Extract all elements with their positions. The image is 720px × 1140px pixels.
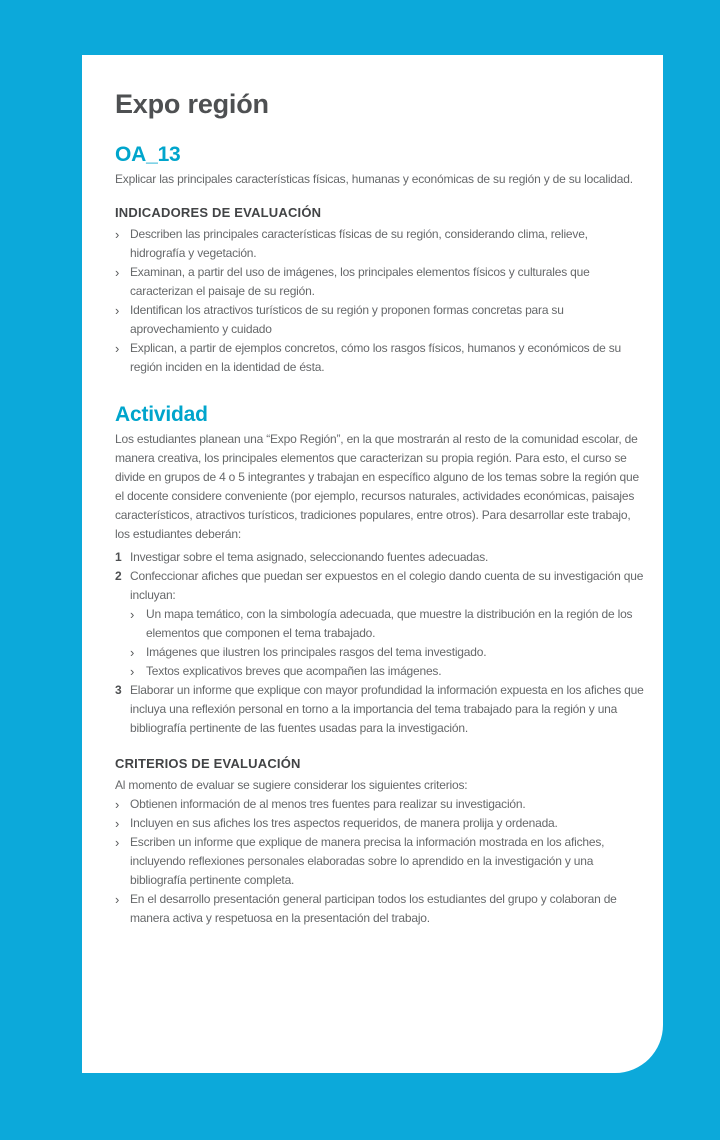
step-number: 3 (115, 683, 122, 697)
list-item (115, 263, 645, 301)
activity-steps-list (115, 548, 645, 738)
bullet-icon: › (115, 797, 120, 812)
oa-section (115, 143, 645, 189)
list-item (115, 814, 645, 833)
indicators-heading: INDICADORES DE EVALUACIÓN (115, 205, 322, 220)
step-number: 2 (115, 569, 122, 583)
criterion-text: En el desarrollo presentación general participan todos los estudiantes del grupo y colaboran de manera activa y respetuosa en la presentación del trabajo. (130, 892, 617, 925)
list-item (115, 225, 645, 263)
bullet-icon: › (115, 303, 120, 318)
list-item (130, 605, 645, 643)
bullet-icon: › (130, 607, 135, 622)
list-item (130, 662, 645, 681)
sub-item-text: Textos explicativos breves que acompañen las imágenes. (146, 664, 442, 678)
indicators-list (115, 225, 645, 377)
bullet-icon: › (115, 341, 120, 356)
bullet-icon: › (115, 265, 120, 280)
activity-heading: Actividad (115, 403, 208, 426)
sub-item-text: Un mapa temático, con la simbología adecuada, que muestre la distribución en la región de los elementos que componen el tema trabajado. (146, 607, 633, 640)
indicators-section (115, 205, 645, 377)
step-sub-list (130, 605, 645, 681)
activity-intro: Los estudiantes planean una “Expo Región”, en la que mostrarán al resto de la comunidad escolar, de manera creativa, los principales elementos que caracterizan su propia región. Para esto, el curso se divide en grupos de 4 o 5 integrantes y trabajan en específico alguno de los temas sobre la región que el docente considere conveniente (por ejemplo, recursos naturales, actividades económicas, paisajes característicos, atractivos turísticos, tradiciones populares, entre otros). Para desarrollar este trabajo, los estudiantes deberán: (115, 432, 639, 541)
sub-item-text: Imágenes que ilustren los principales rasgos del tema investigado. (146, 645, 487, 659)
criterion-text: Incluyen en sus afiches los tres aspectos requeridos, de manera prolija y ordenada. (130, 816, 558, 830)
document-card (82, 55, 663, 1073)
indicator-text: Identifican los atractivos turísticos de su región y proponen formas concretas para su aprovechamiento y cuidado (130, 303, 564, 336)
bullet-icon: › (115, 816, 120, 831)
list-item (115, 795, 645, 814)
criterion-text: Escriben un informe que explique de manera precisa la información mostrada en los afiches, incluyendo reflexiones personales elaboradas sobre lo aprendido en la investigación y una bibliografía pertinente completa. (130, 835, 605, 887)
criteria-heading: CRITERIOS DE EVALUACIÓN (115, 756, 301, 771)
bullet-icon: › (115, 892, 120, 907)
criteria-section (115, 756, 645, 928)
list-item (115, 339, 645, 377)
step-text: Confeccionar afiches que puedan ser expuestos en el colegio dando cuenta de su investigación que incluyan: (130, 569, 644, 602)
step-number: 1 (115, 550, 122, 564)
indicator-text: Examinan, a partir del uso de imágenes, los principales elementos físicos y culturales que caracterizan el paisaje de su región. (130, 265, 590, 298)
list-item (115, 890, 645, 928)
activity-section (115, 403, 645, 738)
indicator-text: Explican, a partir de ejemplos concretos, cómo los rasgos físicos, humanos y económicos de su región inciden en la identidad de ésta. (130, 341, 621, 374)
list-item (115, 548, 645, 567)
list-item (130, 643, 645, 662)
list-item (115, 301, 645, 339)
list-item (115, 681, 645, 738)
bullet-icon: › (130, 645, 135, 660)
oa-code-heading: OA_13 (115, 143, 181, 166)
criterion-text: Obtienen información de al menos tres fuentes para realizar su investigación. (130, 797, 526, 811)
list-item (115, 567, 645, 681)
bullet-icon: › (115, 227, 120, 242)
oa-description: Explicar las principales características físicas, humanas y económicas de su región y de su localidad. (115, 172, 633, 186)
page-title: Expo región (115, 89, 269, 119)
step-text: Elaborar un informe que explique con mayor profundidad la información expuesta en los afiches que incluya una reflexión personal en torno a la importancia del tema trabajado para la región y una bibliografía pertinente de las fuentes usadas para la investigación. (130, 683, 644, 735)
criteria-intro: Al momento de evaluar se sugiere considerar los siguientes criterios: (115, 778, 468, 792)
criteria-list (115, 795, 645, 928)
bullet-icon: › (115, 835, 120, 850)
bullet-icon: › (130, 664, 135, 679)
indicator-text: Describen las principales características físicas de su región, considerando clima, relieve, hidrografía y vegetación. (130, 227, 588, 260)
list-item (115, 833, 645, 890)
step-text: Investigar sobre el tema asignado, seleccionando fuentes adecuadas. (130, 550, 489, 564)
